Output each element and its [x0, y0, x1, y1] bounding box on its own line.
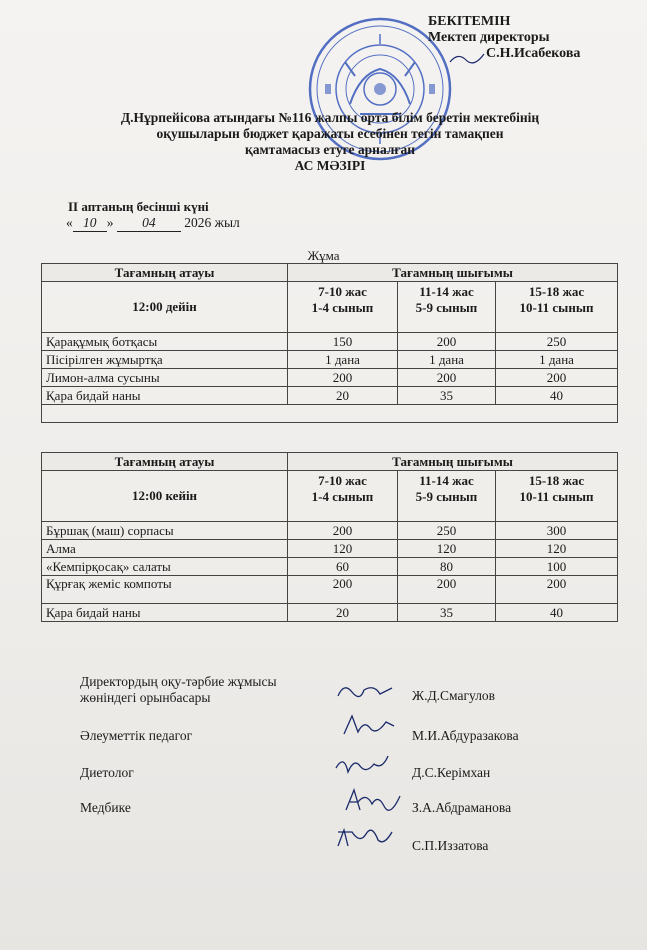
staff-name: Д.С.Керімхан — [412, 765, 491, 780]
approval-name: С.Н.Исабекова — [486, 46, 581, 61]
dish-name: Құрғақ жеміс компоты — [42, 576, 288, 604]
table-row — [42, 387, 618, 405]
staff-name: М.И.Абдуразакова — [412, 728, 519, 743]
age-group: 7-10 жас 1-4 сынып — [288, 282, 398, 333]
staff-name: З.А.Абдраманова — [412, 800, 512, 815]
dish-name: Бұршақ (маш) сорпасы — [42, 522, 288, 540]
approval-block — [428, 14, 580, 62]
approval-position: Мектеп директоры — [428, 30, 550, 45]
approval-heading: БЕКІТЕМІН — [428, 14, 511, 29]
day-name: Жұма — [307, 248, 340, 263]
title-line-1: Д.Нұрпейісова атындағы №116 жалпы орта білім беретін мектебінің — [120, 110, 540, 125]
portion-value: 40 — [496, 604, 618, 622]
dish-name: Лимон-алма сусыны — [42, 369, 288, 387]
dish-name: Алма — [42, 540, 288, 558]
table-subheader-row — [42, 471, 618, 522]
staff-role: Медбике — [80, 800, 131, 815]
date-close-quote: » — [106, 215, 114, 230]
header-portion: Тағамның шығымы — [288, 453, 618, 471]
table-row — [42, 369, 618, 387]
meal-time: 12:00 кейін — [42, 471, 288, 522]
table-row — [42, 576, 618, 604]
document-title — [60, 110, 600, 174]
staff-role: Директордың оқу-тәрбие жұмысы жөніндегі орынбасары — [80, 674, 277, 705]
portion-value: 1 дана — [288, 351, 398, 369]
date-open-quote: « — [66, 215, 73, 230]
portion-value: 250 — [398, 522, 496, 540]
table-row — [42, 351, 618, 369]
menu-table-after-noon — [41, 452, 618, 622]
portion-value: 120 — [496, 540, 618, 558]
date-month: 04 — [117, 215, 181, 232]
table-header-row — [42, 453, 618, 471]
signature-icon — [332, 750, 394, 778]
portion-value: 35 — [398, 387, 496, 405]
table-row — [42, 558, 618, 576]
title-line-4: АС МӘЗІРІ — [294, 158, 366, 173]
staff-name: С.П.Иззатова — [412, 838, 489, 853]
portion-value: 300 — [496, 522, 618, 540]
age-group: 7-10 жас 1-4 сынып — [288, 471, 398, 522]
portion-value: 150 — [288, 333, 398, 351]
staff-name: Ж.Д.Смагулов — [412, 688, 496, 703]
date-line — [66, 215, 240, 232]
table-row — [42, 604, 618, 622]
menu-table-before-noon — [41, 263, 618, 423]
table-row — [42, 333, 618, 351]
portion-value: 120 — [398, 540, 496, 558]
staff-role: Диетолог — [80, 765, 134, 780]
portion-value: 200 — [496, 369, 618, 387]
portion-value: 35 — [398, 604, 496, 622]
signature-icon — [338, 710, 400, 738]
dish-name: Қарақұмық ботқасы — [42, 333, 288, 351]
dish-name: Қара бидай наны — [42, 604, 288, 622]
header-portion: Тағамның шығымы — [288, 264, 618, 282]
table-header-row — [42, 264, 618, 282]
portion-value: 1 дана — [398, 351, 496, 369]
portion-value: 200 — [398, 576, 496, 604]
table-row — [42, 540, 618, 558]
title-line-3: қамтамасыз етуге арналған — [244, 142, 416, 157]
age-group: 15-18 жас 10-11 сынып — [496, 282, 618, 333]
staff-role: Әлеуметтік педагог — [80, 728, 193, 743]
portion-value: 60 — [288, 558, 398, 576]
date-day: 10 — [73, 215, 107, 232]
signature-icon — [342, 786, 404, 814]
portion-value: 1 дана — [496, 351, 618, 369]
portion-value: 40 — [496, 387, 618, 405]
date-year: 2026 жыл — [184, 215, 240, 230]
age-group: 11-14 жас 5-9 сынып — [398, 471, 496, 522]
portion-value: 200 — [288, 522, 398, 540]
portion-value: 200 — [398, 333, 496, 351]
dish-name: «Кемпірқосақ» салаты — [42, 558, 288, 576]
dish-name: Қара бидай наны — [42, 387, 288, 405]
portion-value: 200 — [288, 369, 398, 387]
portion-value: 250 — [496, 333, 618, 351]
dish-name: Пісірілген жұмыртқа — [42, 351, 288, 369]
portion-value: 100 — [496, 558, 618, 576]
portion-value: 20 — [288, 387, 398, 405]
portion-value: 20 — [288, 604, 398, 622]
signature-icon — [334, 676, 396, 704]
week-label: II аптаның бесінші күні — [68, 199, 209, 214]
age-group: 15-18 жас 10-11 сынып — [496, 471, 618, 522]
age-group: 11-14 жас 5-9 сынып — [398, 282, 496, 333]
header-dish-name: Тағамның атауы — [42, 453, 288, 471]
portion-value: 200 — [398, 369, 496, 387]
header-dish-name: Тағамның атауы — [42, 264, 288, 282]
table-spacer-row — [42, 405, 618, 423]
table-subheader-row — [42, 282, 618, 333]
signature-icon — [334, 824, 396, 852]
portion-value: 120 — [288, 540, 398, 558]
meal-time: 12:00 дейін — [42, 282, 288, 333]
portion-value: 80 — [398, 558, 496, 576]
portion-value: 200 — [288, 576, 398, 604]
portion-value: 200 — [496, 576, 618, 604]
title-line-2: оқушыларын бюджет қаражаты есебінен тегін тамақпен — [156, 126, 504, 141]
table-row — [42, 522, 618, 540]
